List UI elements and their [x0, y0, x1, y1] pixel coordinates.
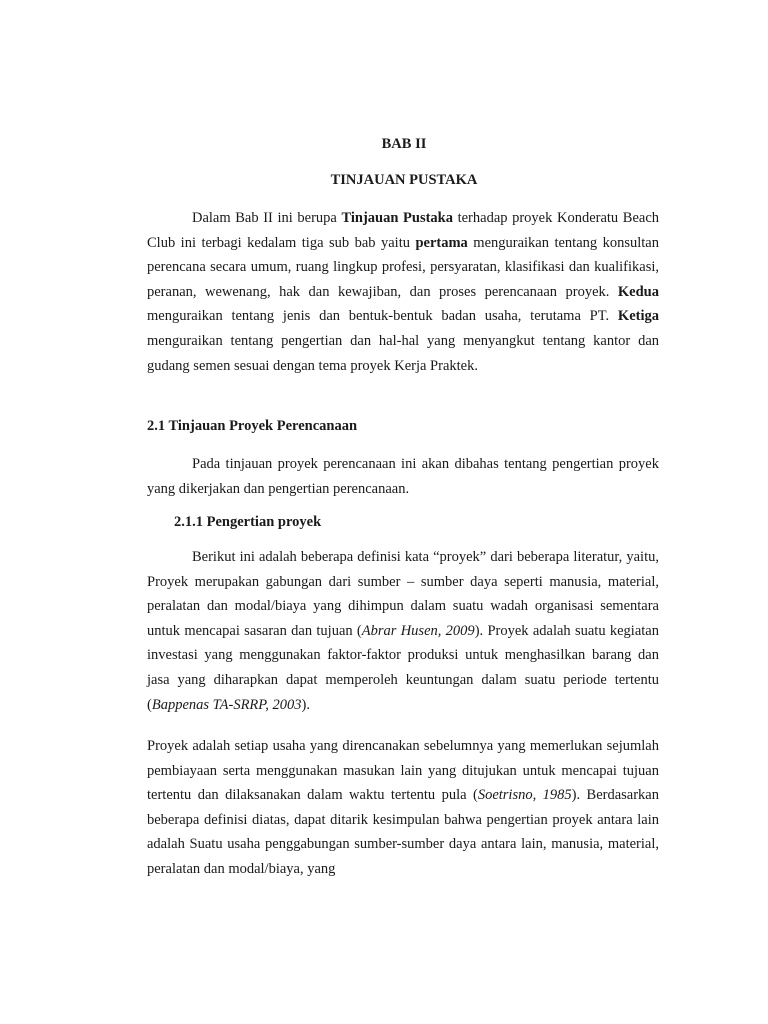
intro-paragraph — [147, 206, 659, 378]
intro-bold-3: Kedua — [617, 283, 659, 300]
intro-text-3: menguraikan tentang konsultan perencana secara umum, ruang lingkup profesi, persyaratan, klasifikasi dan kualifikasi, peranan, wewenang, hak dan kewajiban, dan proses perencanaan proyek. — [147, 234, 659, 300]
intro-bold-1: Tinjauan Pustaka — [341, 210, 453, 226]
p1-citation-2: Bappenas TA-SRRP, 2003 — [151, 696, 302, 713]
p2-citation-1: Soetrisno, 1985 — [477, 787, 572, 804]
section-2-1-paragraph: Pada tinjauan proyek perencanaan ini akan dibahas tentang pengertian proyek yang dikerjakan dan pengertian perencanaan. — [147, 456, 659, 497]
intro-text-2: terhadap proyek Konderatu Beach Club ini terbagi kedalam tiga sub bab yaitu — [147, 210, 660, 251]
section-2-1-1-heading: 2.1.1 Pengertian proyek — [174, 514, 322, 530]
p1-text-1: Berikut ini adalah beberapa definisi kata “proyek” dari beberapa literatur, yaitu, Proyek merupakan gabungan dari sumber – sumber daya seperti manusia, material, peralatan dan modal/biaya yang dihimpun dalam suatu wadah organisasi sementara untuk mencapai sasaran dan tujuan ( — [147, 549, 659, 639]
p2-text-1: Proyek adalah setiap usaha yang direncanakan sebelumnya yang memerlukan sejumlah pembiayaan serta menggunakan masukan lain yang ditujukan untuk mencapai tujuan tertentu dan dilaksanakan dalam waktu tertentu pula ( — [147, 738, 659, 804]
intro-text-5: menguraikan tentang pengertian dan hal-hal yang menyangkut tentang kantor dan gudang semen sesuai dengan tema proyek Kerja Praktek. — [147, 332, 659, 374]
p2-text-2: ). Berdasarkan beberapa definisi diatas, dapat ditarik kesimpulan bahwa pengertian proyek antara lain adalah Suatu usaha penggabungan sumber-sumber daya antara lain, manusia, material, peralatan dan modal/biaya, yang — [147, 787, 659, 877]
section-2-1-heading: 2.1 Tinjauan Proyek Perencanaan — [147, 418, 358, 434]
section-2-1-1-paragraph-2 — [147, 734, 659, 882]
intro-text-4: menguraikan tentang jenis dan bentuk-bentuk badan usaha, terutama PT. — [147, 308, 618, 325]
p1-citation-1: Abrar Husen, 2009 — [361, 622, 475, 639]
intro-bold-2: pertama — [415, 234, 468, 251]
intro-text-1: Dalam Bab II ini berupa — [192, 210, 342, 226]
section-2-1-1-paragraph-1 — [147, 545, 659, 717]
p1-text-3: ). — [301, 696, 310, 713]
p1-text-2: ). Proyek adalah suatu kegiatan investasi yang menggunakan faktor-faktor produksi untuk menghasilkan barang dan jasa yang diharapkan dapat memperoleh keuntungan dalam suatu periode tertentu ( — [147, 622, 659, 713]
chapter-title: TINJAUAN PUSTAKA — [330, 172, 478, 188]
intro-bold-4: Ketiga — [617, 308, 659, 325]
chapter-heading: BAB II — [381, 136, 427, 152]
